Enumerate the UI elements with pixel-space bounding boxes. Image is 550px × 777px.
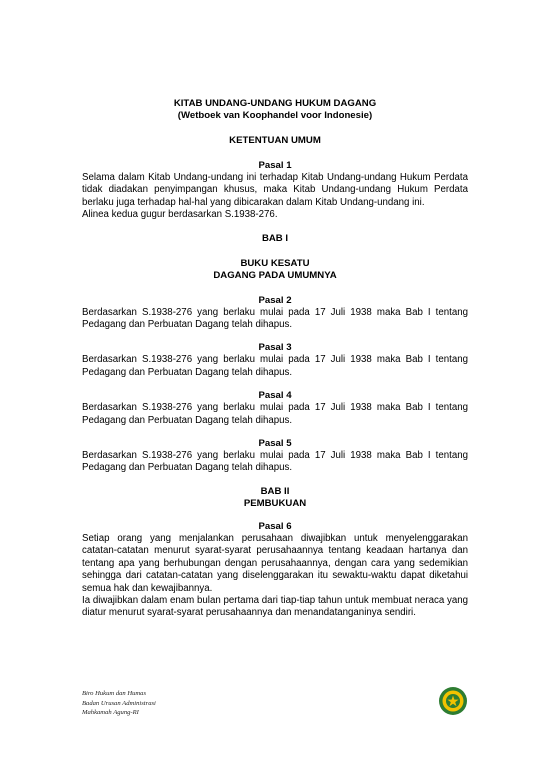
footer-line-1: Biro Hukum dan Humas (82, 690, 147, 697)
pasal-5-text: Berdasarkan S.1938-276 yang berlaku mulai pada 17 Juli 1938 maka Bab I tentang Pedagang dan Perbuatan Dagang telah dihapus. (82, 450, 468, 474)
pasal-1-heading: Pasal 1 (258, 160, 292, 171)
document-title: KITAB UNDANG-UNDANG HUKUM DAGANG (173, 98, 377, 109)
pasal-2-text: Berdasarkan S.1938-276 yang berlaku mulai pada 17 Juli 1938 maka Bab I tentang Pedagang dan Perbuatan Dagang telah dihapus. (82, 306, 468, 331)
footer (82, 689, 156, 718)
mahkamah-agung-seal-icon (438, 686, 468, 716)
pasal-1-note: Alinea kedua gugur berdasarkan S.1938-276. (82, 209, 278, 221)
bab-1-title: DAGANG PADA UMUMNYA (213, 269, 337, 281)
pasal-1-text: Selama dalam Kitab Undang-undang ini terhadap Kitab Undang-undang Hukum Perdata tidak diadakan penyimpangan khusus, maka Kitab Undang-undang Hukum Perdata berlaku juga terhadap hal-hal yang dibicarakan dalam Kitab Undang-undang ini. (82, 172, 468, 208)
footer-line-3: Mahkamah Agung-RI (82, 709, 139, 716)
section-title: KETENTUAN UMUM (229, 135, 321, 146)
document-page (82, 98, 468, 620)
bab-2-title: PEMBUKUAN (243, 497, 307, 509)
pasal-5-heading: Pasal 5 (258, 438, 292, 450)
pasal-6-text-2: Ia diwajibkan dalam enam bulan pertama dari tiap-tiap tahun untuk membuat neraca yang diatur menurut syarat-syarat perusahaannya dan menandatanganinya sendiri. (82, 594, 468, 619)
footer-line-2: Badan Urusan Administrasi (82, 699, 156, 707)
pasal-4-heading: Pasal 4 (258, 390, 292, 402)
pasal-4-text: Berdasarkan S.1938-276 yang berlaku mulai pada 17 Juli 1938 maka Bab I tentang Pedagang dan Perbuatan Dagang telah dihapus. (82, 402, 468, 426)
document-subtitle: (Wetboek van Koophandel voor Indonesie) (177, 110, 373, 121)
pasal-2-heading: Pasal 2 (258, 294, 292, 306)
bab-2-heading: BAB II (260, 485, 290, 497)
bab-1-heading: BAB I (261, 232, 289, 244)
pasal-3-heading: Pasal 3 (258, 342, 292, 354)
pasal-6-text-1: Setiap orang yang menjalankan perusahaan diwajibkan untuk menyelenggarakan catatan-catatan menurut syarat-syarat perusahaannya tentang keadaan hartanya dan tentang apa yang berhubungan dengan perusahaannya, dengan cara yang sedemikian sehingga dari catatan-catatan yang diselenggarakan itu sewaktu-waktu dapat diketahui semua hak dan kewajibannya. (82, 532, 468, 594)
pasal-3-text: Berdasarkan S.1938-276 yang berlaku mulai pada 17 Juli 1938 maka Bab I tentang Pedagang dan Perbuatan Dagang telah dihapus. (82, 354, 468, 378)
bab-1-subheading: BUKU KESATU (240, 257, 310, 269)
pasal-6-heading: Pasal 6 (258, 520, 292, 532)
